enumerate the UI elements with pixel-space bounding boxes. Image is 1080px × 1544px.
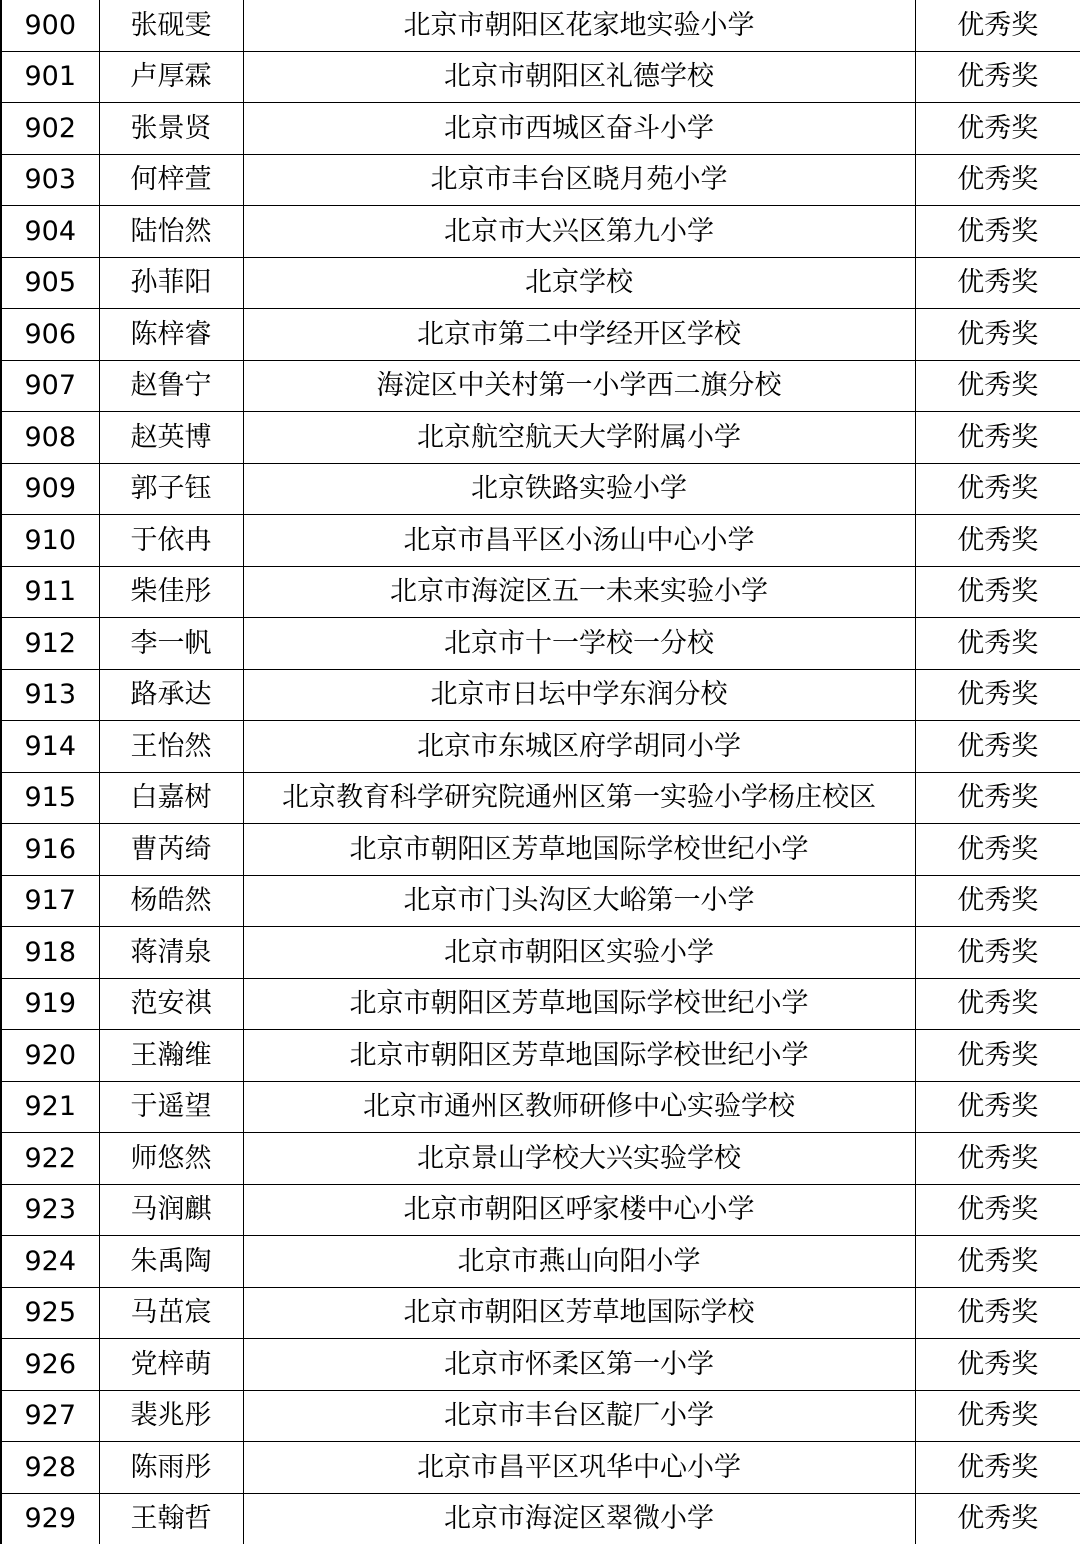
school-name-cell: 北京市燕山向阳小学 bbox=[243, 1236, 915, 1288]
table-row bbox=[1, 515, 1080, 567]
school-name-cell: 北京市东城区府学胡同小学 bbox=[243, 721, 915, 773]
student-name-cell: 王翰哲 bbox=[99, 1493, 243, 1544]
student-name-cell: 张砚雯 bbox=[99, 0, 243, 51]
school-name-cell: 北京市十一学校一分校 bbox=[243, 618, 915, 670]
row-number-cell: 901 bbox=[1, 51, 99, 103]
table-row bbox=[1, 1493, 1080, 1544]
school-name-cell: 北京市怀柔区第一小学 bbox=[243, 1339, 915, 1391]
student-name-cell: 于依冉 bbox=[99, 515, 243, 567]
row-number-cell: 900 bbox=[1, 0, 99, 51]
table-row bbox=[1, 978, 1080, 1030]
student-name-cell: 陆怡然 bbox=[99, 206, 243, 258]
row-number-cell: 916 bbox=[1, 824, 99, 876]
row-number-cell: 920 bbox=[1, 1030, 99, 1082]
row-number-cell: 903 bbox=[1, 154, 99, 206]
row-number-cell: 921 bbox=[1, 1081, 99, 1133]
school-name-cell: 北京市昌平区巩华中心小学 bbox=[243, 1442, 915, 1494]
student-name-cell: 陈梓睿 bbox=[99, 309, 243, 361]
school-name-cell: 北京市通州区教师研修中心实验学校 bbox=[243, 1081, 915, 1133]
table-row bbox=[1, 669, 1080, 721]
school-name-cell: 北京市朝阳区实验小学 bbox=[243, 927, 915, 979]
school-name-cell: 北京市朝阳区花家地实验小学 bbox=[243, 0, 915, 51]
student-name-cell: 杨皓然 bbox=[99, 875, 243, 927]
row-number-cell: 929 bbox=[1, 1493, 99, 1544]
table-row bbox=[1, 927, 1080, 979]
row-number-cell: 922 bbox=[1, 1133, 99, 1185]
award-level-cell: 优秀奖 bbox=[915, 0, 1080, 51]
award-level-cell: 优秀奖 bbox=[915, 978, 1080, 1030]
row-number-cell: 902 bbox=[1, 103, 99, 155]
row-number-cell: 915 bbox=[1, 772, 99, 824]
table-row bbox=[1, 51, 1080, 103]
student-name-cell: 朱禹陶 bbox=[99, 1236, 243, 1288]
table-row bbox=[1, 1442, 1080, 1494]
row-number-cell: 908 bbox=[1, 412, 99, 464]
table-row bbox=[1, 1184, 1080, 1236]
student-name-cell: 裴兆彤 bbox=[99, 1390, 243, 1442]
student-name-cell: 柴佳彤 bbox=[99, 566, 243, 618]
school-name-cell: 北京市昌平区小汤山中心小学 bbox=[243, 515, 915, 567]
table-row bbox=[1, 721, 1080, 773]
table-row bbox=[1, 1236, 1080, 1288]
award-level-cell: 优秀奖 bbox=[915, 1287, 1080, 1339]
school-name-cell: 北京教育科学研究院通州区第一实验小学杨庄校区 bbox=[243, 772, 915, 824]
table-row bbox=[1, 1081, 1080, 1133]
school-name-cell: 北京市海淀区五一未来实验小学 bbox=[243, 566, 915, 618]
table-row bbox=[1, 618, 1080, 670]
table-row bbox=[1, 154, 1080, 206]
award-level-cell: 优秀奖 bbox=[915, 1339, 1080, 1391]
school-name-cell: 北京市朝阳区芳草地国际学校世纪小学 bbox=[243, 824, 915, 876]
school-name-cell: 北京市朝阳区芳草地国际学校世纪小学 bbox=[243, 978, 915, 1030]
student-name-cell: 曹芮绮 bbox=[99, 824, 243, 876]
student-name-cell: 何梓萱 bbox=[99, 154, 243, 206]
award-level-cell: 优秀奖 bbox=[915, 721, 1080, 773]
school-name-cell: 北京市第二中学经开区学校 bbox=[243, 309, 915, 361]
row-number-cell: 927 bbox=[1, 1390, 99, 1442]
table-row bbox=[1, 1339, 1080, 1391]
award-list-body bbox=[1, 0, 1080, 1544]
school-name-cell: 北京市门头沟区大峪第一小学 bbox=[243, 875, 915, 927]
table-row bbox=[1, 103, 1080, 155]
award-level-cell: 优秀奖 bbox=[915, 1442, 1080, 1494]
award-level-cell: 优秀奖 bbox=[915, 51, 1080, 103]
table-row bbox=[1, 1390, 1080, 1442]
student-name-cell: 白嘉树 bbox=[99, 772, 243, 824]
student-name-cell: 马茁宸 bbox=[99, 1287, 243, 1339]
school-name-cell: 北京市日坛中学东润分校 bbox=[243, 669, 915, 721]
award-level-cell: 优秀奖 bbox=[915, 669, 1080, 721]
student-name-cell: 师悠然 bbox=[99, 1133, 243, 1185]
school-name-cell: 北京市朝阳区芳草地国际学校 bbox=[243, 1287, 915, 1339]
student-name-cell: 赵英博 bbox=[99, 412, 243, 464]
row-number-cell: 907 bbox=[1, 360, 99, 412]
student-name-cell: 李一帆 bbox=[99, 618, 243, 670]
award-level-cell: 优秀奖 bbox=[915, 1236, 1080, 1288]
row-number-cell: 912 bbox=[1, 618, 99, 670]
award-level-cell: 优秀奖 bbox=[915, 103, 1080, 155]
table-row bbox=[1, 309, 1080, 361]
school-name-cell: 北京市朝阳区芳草地国际学校世纪小学 bbox=[243, 1030, 915, 1082]
award-level-cell: 优秀奖 bbox=[915, 1184, 1080, 1236]
table-row bbox=[1, 412, 1080, 464]
student-name-cell: 王怡然 bbox=[99, 721, 243, 773]
student-name-cell: 马润麒 bbox=[99, 1184, 243, 1236]
table-row bbox=[1, 360, 1080, 412]
award-level-cell: 优秀奖 bbox=[915, 412, 1080, 464]
school-name-cell: 北京学校 bbox=[243, 257, 915, 309]
school-name-cell: 海淀区中关村第一小学西二旗分校 bbox=[243, 360, 915, 412]
award-level-cell: 优秀奖 bbox=[915, 1081, 1080, 1133]
row-number-cell: 926 bbox=[1, 1339, 99, 1391]
school-name-cell: 北京航空航天大学附属小学 bbox=[243, 412, 915, 464]
row-number-cell: 925 bbox=[1, 1287, 99, 1339]
award-level-cell: 优秀奖 bbox=[915, 1030, 1080, 1082]
row-number-cell: 909 bbox=[1, 463, 99, 515]
student-name-cell: 范安祺 bbox=[99, 978, 243, 1030]
student-name-cell: 党梓萌 bbox=[99, 1339, 243, 1391]
award-level-cell: 优秀奖 bbox=[915, 875, 1080, 927]
row-number-cell: 914 bbox=[1, 721, 99, 773]
award-level-cell: 优秀奖 bbox=[915, 566, 1080, 618]
award-level-cell: 优秀奖 bbox=[915, 772, 1080, 824]
school-name-cell: 北京市朝阳区呼家楼中心小学 bbox=[243, 1184, 915, 1236]
award-level-cell: 优秀奖 bbox=[915, 463, 1080, 515]
school-name-cell: 北京市海淀区翠微小学 bbox=[243, 1493, 915, 1544]
row-number-cell: 910 bbox=[1, 515, 99, 567]
row-number-cell: 913 bbox=[1, 669, 99, 721]
student-name-cell: 张景贤 bbox=[99, 103, 243, 155]
row-number-cell: 905 bbox=[1, 257, 99, 309]
student-name-cell: 陈雨彤 bbox=[99, 1442, 243, 1494]
table-row bbox=[1, 1133, 1080, 1185]
award-level-cell: 优秀奖 bbox=[915, 309, 1080, 361]
student-name-cell: 赵鲁宁 bbox=[99, 360, 243, 412]
row-number-cell: 906 bbox=[1, 309, 99, 361]
table-row bbox=[1, 772, 1080, 824]
table-row bbox=[1, 566, 1080, 618]
table-row bbox=[1, 257, 1080, 309]
award-level-cell: 优秀奖 bbox=[915, 154, 1080, 206]
award-level-cell: 优秀奖 bbox=[915, 927, 1080, 979]
row-number-cell: 904 bbox=[1, 206, 99, 258]
award-level-cell: 优秀奖 bbox=[915, 1133, 1080, 1185]
row-number-cell: 923 bbox=[1, 1184, 99, 1236]
row-number-cell: 911 bbox=[1, 566, 99, 618]
student-name-cell: 路承达 bbox=[99, 669, 243, 721]
school-name-cell: 北京市西城区奋斗小学 bbox=[243, 103, 915, 155]
student-name-cell: 卢厚霖 bbox=[99, 51, 243, 103]
student-name-cell: 于遥望 bbox=[99, 1081, 243, 1133]
student-name-cell: 郭子钰 bbox=[99, 463, 243, 515]
award-level-cell: 优秀奖 bbox=[915, 515, 1080, 567]
student-name-cell: 蒋清泉 bbox=[99, 927, 243, 979]
table-row bbox=[1, 206, 1080, 258]
award-level-cell: 优秀奖 bbox=[915, 618, 1080, 670]
table-row bbox=[1, 1030, 1080, 1082]
school-name-cell: 北京景山学校大兴实验学校 bbox=[243, 1133, 915, 1185]
row-number-cell: 924 bbox=[1, 1236, 99, 1288]
table-row bbox=[1, 1287, 1080, 1339]
table-row bbox=[1, 824, 1080, 876]
award-level-cell: 优秀奖 bbox=[915, 206, 1080, 258]
award-level-cell: 优秀奖 bbox=[915, 360, 1080, 412]
student-name-cell: 孙菲阳 bbox=[99, 257, 243, 309]
school-name-cell: 北京市大兴区第九小学 bbox=[243, 206, 915, 258]
award-level-cell: 优秀奖 bbox=[915, 1390, 1080, 1442]
table-row bbox=[1, 875, 1080, 927]
student-name-cell: 王瀚维 bbox=[99, 1030, 243, 1082]
row-number-cell: 917 bbox=[1, 875, 99, 927]
row-number-cell: 928 bbox=[1, 1442, 99, 1494]
school-name-cell: 北京市丰台区靛厂小学 bbox=[243, 1390, 915, 1442]
table-row bbox=[1, 463, 1080, 515]
row-number-cell: 919 bbox=[1, 978, 99, 1030]
school-name-cell: 北京铁路实验小学 bbox=[243, 463, 915, 515]
table-row bbox=[1, 0, 1080, 51]
award-level-cell: 优秀奖 bbox=[915, 257, 1080, 309]
row-number-cell: 918 bbox=[1, 927, 99, 979]
school-name-cell: 北京市丰台区晓月苑小学 bbox=[243, 154, 915, 206]
award-level-cell: 优秀奖 bbox=[915, 824, 1080, 876]
school-name-cell: 北京市朝阳区礼德学校 bbox=[243, 51, 915, 103]
award-level-cell: 优秀奖 bbox=[915, 1493, 1080, 1544]
